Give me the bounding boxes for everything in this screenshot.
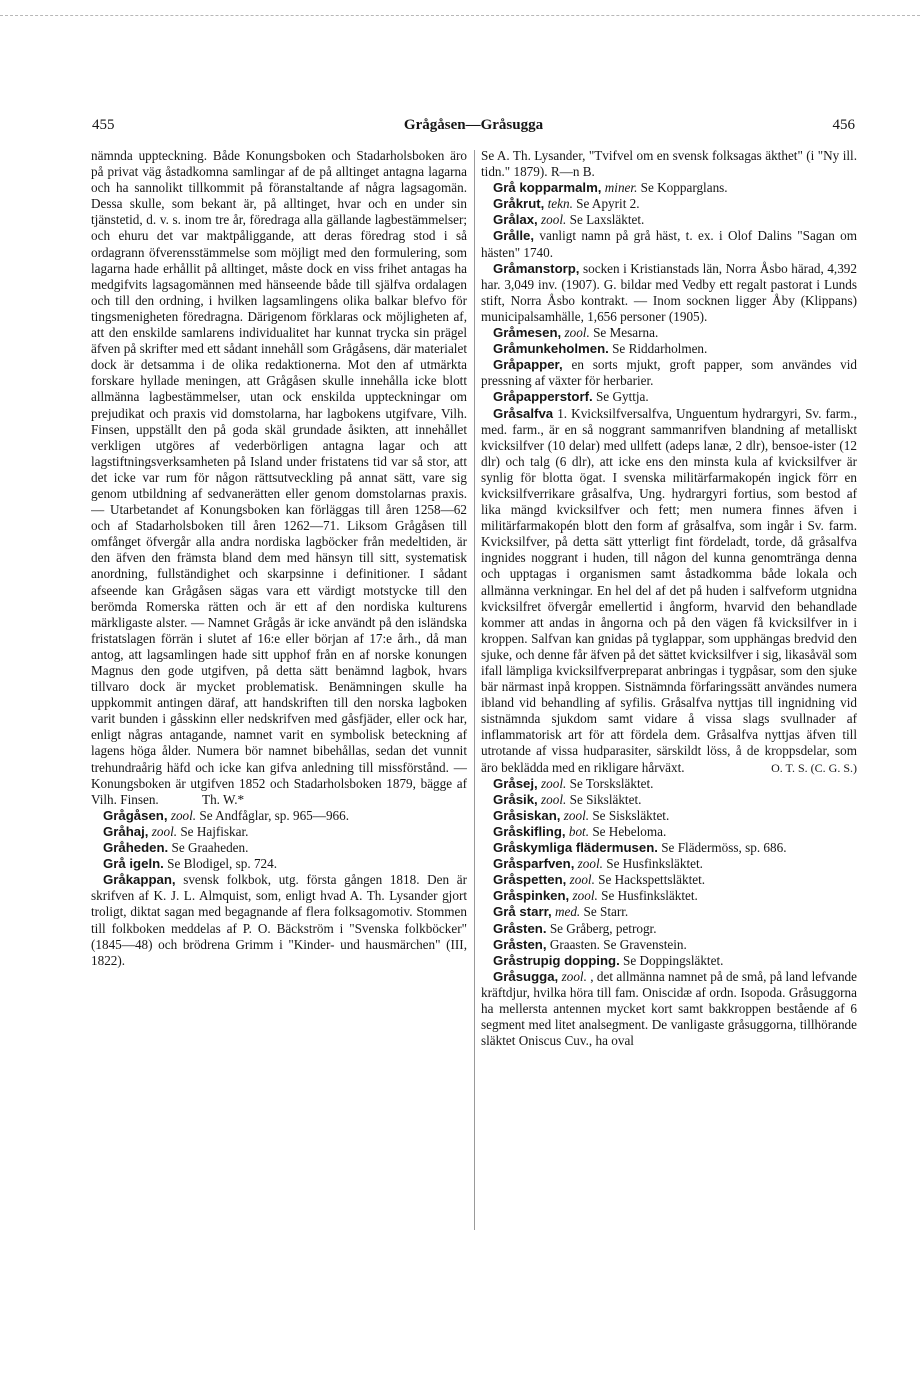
dictionary-entry (91, 856, 467, 872)
dictionary-entry (481, 228, 857, 260)
continuation-signature: R—n B. (550, 164, 595, 180)
entry-headword: Gråsten. (493, 920, 547, 936)
dictionary-entry (91, 872, 467, 969)
entry-text: Se Apyrit 2. (576, 196, 640, 212)
dictionary-entry (481, 921, 857, 937)
article-signature: Th. W.* (202, 791, 245, 807)
entry-abbreviation: zool. (569, 872, 595, 888)
entry-headword: Gråmunkeholmen. (493, 341, 609, 357)
entry-text: Se Gyttja. (595, 389, 649, 405)
entry-text: Se Riddarholmen. (612, 341, 708, 357)
entry-headword: Gråmanstorp, (493, 260, 580, 276)
left-column (91, 148, 467, 1228)
continuation-body: Se A. Th. Lysander, "Tvifvel om en svensk folksagas äkthet" (i "Ny ill. tidn." 1879). (481, 148, 857, 180)
page-header (92, 117, 855, 137)
left-entries (91, 808, 467, 969)
entry-headword: Gråskifling, (493, 823, 566, 839)
dictionary-entry (481, 904, 857, 920)
dictionary-entry (481, 937, 857, 953)
entry-headword: Gråspetten, (493, 872, 567, 888)
entry-text: Se Mesarna. (593, 325, 659, 341)
dictionary-entry (481, 888, 857, 904)
dictionary-entry (481, 196, 857, 212)
dictionary-entry (481, 776, 857, 792)
dictionary-entry (481, 180, 857, 196)
page-number-right: 456 (832, 117, 855, 133)
entry-headword: Gråsej, (493, 775, 538, 791)
entry-headword: Gråsalfva (493, 405, 554, 421)
entry-headword: Grålax, (493, 212, 538, 228)
entry-abbreviation: med. (554, 904, 581, 920)
entry-headword: Grå igeln. (103, 856, 164, 872)
entry-abbreviation: zool. (563, 807, 590, 823)
entry-headword: Gråsiskan, (493, 807, 561, 823)
continuation-text (481, 148, 857, 180)
dictionary-entry (481, 856, 857, 872)
entry-abbreviation: miner. (604, 180, 638, 196)
entry-text: Graasten. Se Gravenstein. (549, 936, 687, 952)
dictionary-entry (481, 840, 857, 856)
entry-headword: Grålle, (493, 228, 535, 244)
dictionary-entry (481, 357, 857, 389)
entry-abbreviation: zool. (541, 775, 567, 791)
dictionary-entry (481, 953, 857, 969)
entry-text: Se Kopparglans. (640, 180, 728, 196)
entry-text: Se Husfinksläktet. (601, 888, 698, 904)
entry-headword: Gråsik, (493, 791, 538, 807)
entry-text: Se Laxsläktet. (569, 212, 645, 228)
dictionary-entry (91, 840, 467, 856)
entry-abbreviation: tekn. (547, 196, 573, 212)
entry-text: Se Flädermöss, sp. 686. (661, 840, 787, 856)
dictionary-entry (481, 824, 857, 840)
entry-headword: Gråsparfven, (493, 856, 575, 872)
entry-text: svensk folkbok, utg. första gången 1818. Den är skrifven af K. J. L. Almquist, som, enligt hvad A. Th. Lysander gjort troligt, diktat sagan med begagnande af flera folksagomotiv. Stommen till folkboken meddelas af P. O. Bäckström i "Svenska folkböcker" (1845—48) och brödrena Grimm i "Kinder- und hausmärchen" (III, 1822). (91, 872, 467, 968)
entry-headword: Gråhaj, (103, 823, 149, 839)
entry-text: Se Sisksläktet. (592, 807, 670, 823)
entry-abbreviation: zool. (170, 807, 197, 823)
entry-text: Se Starr. (583, 904, 629, 920)
entry-signature: O. T. S. (C. G. S.) (771, 760, 857, 775)
entry-headword: Gråkappan, (103, 872, 176, 888)
entry-text: en sorts mjukt, groft papper, som användes vid pressning af växter för herbarier. (481, 357, 857, 389)
entry-headword: Gråpapper, (493, 357, 563, 373)
column-divider (474, 150, 475, 1230)
dictionary-entry (481, 341, 857, 357)
entry-headword: Gråmesen, (493, 325, 562, 341)
entry-headword: Grå starr, (493, 904, 552, 920)
scan-top-rule (0, 15, 920, 16)
entry-headword: Gråheden. (103, 840, 169, 856)
entry-abbreviation: zool. (572, 888, 598, 904)
entry-text: , det allmänna namnet på de små, på land lefvande kräftdjur, hvilka höra till fam. Oniscidæ af ordn. Isopoda. Gråsuggorna ha mellersta antennen mycket kort samt bakkroppen bestående af 6 segment med litet analsegment. De vanligaste gråsuggorna, tillhörande släktet Oniscus Cuv., ha oval (481, 968, 857, 1049)
dictionary-entry (481, 808, 857, 824)
entry-text: Se Hajfiskar. (180, 823, 249, 839)
entry-headword: Grå kopparmalm, (493, 180, 602, 196)
dictionary-entry (91, 824, 467, 840)
entry-abbreviation: zool. (577, 856, 603, 872)
entry-abbreviation: zool. (561, 968, 587, 984)
dictionary-entry (481, 325, 857, 341)
entry-abbreviation: bot. (568, 823, 590, 839)
entry-abbreviation: zool. (151, 823, 178, 839)
entry-headword: Gråsten, (493, 936, 547, 952)
article-text: nämnda uppteckning. Både Konungsboken och Stadarholsboken äro på privat väg åstadkomna samlingar af de på alltinget antagna lagarna och ha sannolikt tillkommit på föranstaltande af några lagsagomän. Dessa skulle, som bekant är, på alltinget, hvar och en under sin tjänstetid, d. v. s. inom tre år, föredraga alla gällande lagbestämmelser; och ehuru det var maktpåliggande, att deras föredrag stod i så ordagrann öfverensstämmelse som möjligt med den formulering, som lagarna hade erhållit på alltinget, måste dock en viss frihet antagas ha medgifvits lagsagomännen med hänseende både till själfva ordalagen och till den ordning, i hvilken lagsamlingens olika balkar blefvo för tingsmenigheten föredragna. Därigenom förklaras ock möjligheten af, att den enskilde samlarens individualitet har kunnat trycka sin prägel äfven på skrifter med ett sådant innehåll som Grågåsens, där materialet dock är detsamma i de olika redaktionerna. Mot den af utmärkta forskare hyllade meningen, att Grågåsen skulle innehålla icke blott allmänna lagbestämmelser, utan ock enskilda uppteckningar om prejudikat och praxis vid domstolarna, har lagbokens utgifvare, Vilh. Finsen, uppställt den på goda skäl grundade åsikten, att innehållet verkligen utgöres af vederbörligen antagna lagar och att lagstiftningsverksamheten på Island under fristatens tid var så stor, att det icke var rum för någon rättsutveckling på annat sätt, vare sig genom utbildning af sedvanerätten eller genom domstolarnas praxis. — Utarbetandet af Konungsboken kan förläggas till åren 1258—62 och af Stadarholsboken till åren 1262—71. Liksom Grågåsen till omfånget öfvergår alla andra nordiska lagböcker från medeltiden, är den äfven den främsta bland dem med hänsyn till sitt, systematisk anordning, fullständighet och skarpsinne i definitioner. I sådant afseende kan Grågåsen sägas vara ett värdigt motstycke till den berömda Romerska rätten och är ett af den nordiska kulturens märkligaste alster. — Namnet Grågås är icke användt på den isländska fristatslagen förrän i slutet af 16:e eller början af 17:e årh., då man antog, att lagsamlingen hade sitt upphof från en af norske konungen Magnus den gode utgifven, på detta sätt benämnd lagbok, hvars tillvaro dock är mycket problematisk. Benämningen skulle ha uppkommit antingen däraf, att handskriften till den norska lagboken varit bunden i gåsskinn eller nedskrifven med gåsfjäder, eller ock har, enligt någras antagande, namnet varit en symbolisk beteckning af lagens höga ålder. Numera bör namnet bibehållas, sedan det vunnit trehundraårig häfd och icke kan gifva anledning till missförstånd. — Konungsboken är utgifven 1852 och Stadarholsboken 1879, bägge af Vilh. Finsen. (91, 148, 467, 807)
article-body (91, 148, 467, 808)
right-column (481, 148, 857, 1228)
dictionary-entry (481, 389, 857, 405)
dictionary-entry (481, 969, 857, 1049)
right-entries (481, 180, 857, 1049)
entry-headword: Gråskymliga flädermusen. (493, 840, 658, 856)
entry-text: Se Graaheden. (171, 840, 249, 856)
entry-text: vanligt namn på grå häst, t. ex. i Olof Dalins "Sagan om hästen" 1740. (481, 228, 857, 260)
entry-abbreviation: zool. (541, 212, 567, 228)
dictionary-entry (481, 261, 857, 325)
entry-headword: Gråstrupig dopping. (493, 952, 620, 968)
entry-abbreviation: zool. (541, 791, 567, 807)
entry-text: Se Blodigel, sp. 724. (167, 856, 278, 872)
entry-abbreviation: zool. (564, 325, 590, 341)
entry-text: Se Husfinksläktet. (606, 856, 703, 872)
entry-text: Se Doppingsläktet. (623, 952, 724, 968)
dictionary-entry (481, 212, 857, 228)
entry-headword: Gråsugga, (493, 968, 559, 984)
page-number-left: 455 (92, 117, 115, 133)
entry-text: socken i Kristianstads län, Norra Åsbo härad, 4,392 har. 3,049 inv. (1907). G. bildar med Vedby ett regalt pastorat i Lunds stift, Norra Åsbo kontrakt. — Inom socknen ligger Åby (Klippans) municipalsamhälle, 1,656 personer (1905). (481, 260, 857, 324)
entry-text: Se Andfåglar, sp. 965—966. (199, 807, 350, 823)
entry-headword: Gråspinken, (493, 888, 570, 904)
entry-text: Se Hebeloma. (592, 823, 667, 839)
entry-text: 1. Kvicksilfversalfva, Unguentum hydrargyri, Sv. farm., med. farm., är en så noggrant sammanrifven blandning af metalliskt kvicksilfver (10 delar) med ullfett (adeps lanæ, 2 dlr), bensoe-ister (12 dlr) och talg (6 dlr), att icke ens den minsta kula af kvicksilfver är synlig för blotta ögat. I svenska militärfarmakopén ingick förr en kvicksilfverrikare gråsalfva, Ung. hydrargyri fortius, som bestod af lika mängd kvicksilfver och fett; men numera finnes äfven i militärfarmakopén blott den form af gråsalfva, som ingår i Sv. farm. Kvicksilfver, på detta sätt ytterligt fint fördeladt, torde, då gråsalfva ingnides noggrant i huden, till någon del kunna genomtränga denna och upptagas i organismen samt åstadkomma både lokala och allmänna verkningar. En hel del af det på huden i salfveform utgnidna kvicksilfret öfvergår emellertid i ångform, hvarvid den behandlade kommer att andas in ångorna och på den vägen få kvicksilfver in i kroppen. Salfvan kan gnidas på tyglappar, som upphängas bredvid den sjuke, och denne får äfven på det sättet kvicksilfver i sig, likasåväl som ifall lämpliga kvicksilfverpreparat anbringas i tygpåsar, som den sjuke bär närmast inpå kroppen. Sistnämnda förfaringssätt användes numera ibland vid behandling af syfilis. Gråsalfva nyttjas till ingnidning vid sistnämnda sjukdom samt vidare å vissa slags svullnader af inflammatorisk art för att fördela dem. Gråsalfva nyttjas äfven till utrotande af vissa hudparasiter, särskildt löss, å de kroppsdelar, som äro beklädda med en rikligare hårväxt. (481, 405, 857, 775)
dictionary-entry (481, 406, 857, 776)
entry-headword: Gråkrut, (493, 196, 545, 212)
entry-text: Se Hackspettsläktet. (598, 872, 706, 888)
entry-text: Se Torsksläktet. (569, 775, 654, 791)
entry-text: Se Gråberg, petrogr. (549, 920, 657, 936)
dictionary-entry (91, 808, 467, 824)
page-title: Grågåsen—Gråsugga (403, 117, 544, 133)
dictionary-entry (481, 792, 857, 808)
entry-text: Se Siksläktet. (569, 791, 642, 807)
entry-headword: Grågåsen, (103, 807, 168, 823)
dictionary-entry (481, 872, 857, 888)
entry-headword: Gråpapperstorf. (493, 389, 593, 405)
